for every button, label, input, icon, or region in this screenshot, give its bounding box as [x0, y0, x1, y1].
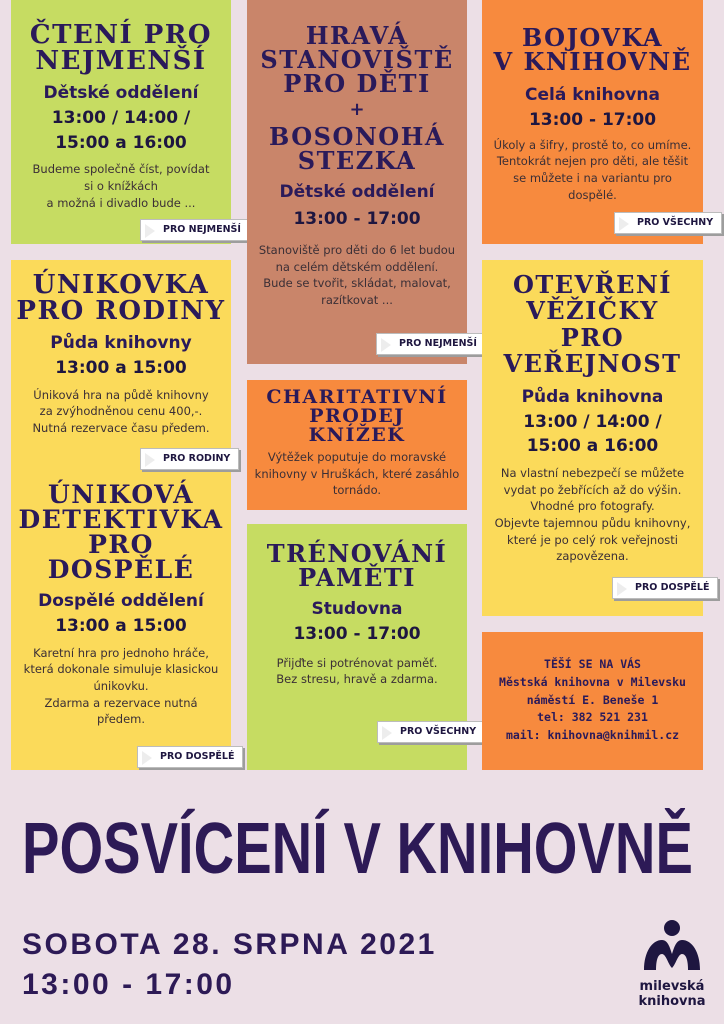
card-location: Dětské oddělení — [43, 83, 199, 103]
event-date: SOBOTA 28. SRPNA 2021 — [22, 928, 437, 961]
audience-tag — [137, 746, 243, 768]
card-time: 13:00 - 17:00 — [293, 209, 421, 230]
arrow-icon — [619, 217, 629, 231]
card-title: CHARITATIVNÍ PRODEJ KNÍŽEK — [266, 386, 448, 446]
audience-tag-label: PRO NEJMENŠÍ — [399, 338, 477, 349]
card-title: ČTENÍ PRO NEJMENŠÍ — [29, 20, 213, 76]
card-title-secondary: BOSONOHÁ STEZKA — [268, 122, 445, 176]
card-description: Na vlastní nebezpečí se můžete vydat po žebřících až do výšin. Vhodné pro fotografy. Objevte tajemnou půdu knihovny, které je po celý rok veřejnosti zapovězena. — [494, 465, 691, 564]
card-location: Studovna — [311, 599, 403, 619]
card-plus: + — [349, 99, 365, 120]
arrow-icon — [381, 338, 391, 352]
arrow-icon — [617, 582, 627, 596]
card-time: 13:00 a 15:00 — [55, 616, 187, 637]
card-title: BOJOVKA V KNIHOVNĚ — [493, 23, 692, 76]
event-hours: 13:00 - 17:00 — [22, 968, 235, 1001]
audience-tag — [376, 333, 486, 355]
card-hrava-stanoviste — [247, 0, 467, 364]
audience-tag — [614, 212, 722, 234]
audience-tag-label: PRO NEJMENŠÍ — [163, 224, 241, 235]
audience-tag — [377, 721, 485, 743]
contact-text: TĚŠÍ SE NA VÁS Městská knihovna v Milevsku náměstí E. Beneše 1 tel: 382 521 231 mail: knihovna@knihmil.cz — [499, 657, 686, 743]
library-logo — [630, 918, 714, 1010]
card-time: 13:00 / 14:00 / 15:00 a 16:00 — [523, 411, 662, 457]
card-time: 13:00 / 14:00 / 15:00 a 16:00 — [51, 108, 191, 153]
audience-tag-label: PRO DOSPĚLÉ — [160, 751, 235, 762]
card-otevreni-vezicky — [482, 260, 703, 616]
card-title: ÚNIKOVÁ DETEKTIVKA PRO DOSPĚLÉ — [18, 480, 224, 584]
arrow-icon — [145, 453, 155, 467]
logo-line-2: knihovna — [638, 993, 706, 1009]
audience-tag — [140, 219, 250, 241]
audience-tag-label: PRO VŠECHNY — [637, 217, 714, 228]
card-title: OTEVŘENÍ VĚŽIČKY PRO VEŘEJNOST — [503, 270, 682, 379]
card-title: HRAVÁ STANOVIŠTĚ PRO DĚTI — [260, 21, 454, 98]
card-bojovka — [482, 0, 703, 244]
arrow-icon — [142, 751, 152, 765]
card-cteni-pro-nejmensi — [11, 0, 231, 244]
card-location: Půda knihovny — [50, 333, 192, 353]
card-location: Dětské oddělení — [279, 182, 435, 203]
card-description: Stanoviště pro děti do 6 let budou na celém dětském oddělení. Bude se tvořit, skládat, malovat, razítkovat ... — [258, 243, 456, 308]
card-location: Půda knihovna — [521, 386, 664, 407]
card-description: Úniková hra na půdě knihovny za zvýhodněnou cenu 400,-. Nutná rezervace času předem. — [32, 387, 210, 436]
card-location: Dospělé oddělení — [38, 591, 204, 611]
arrow-icon — [145, 224, 155, 238]
card-kontakt — [482, 632, 703, 770]
card-title: ÚNIKOVKA PRO RODINY — [16, 270, 226, 326]
logo-line-1: milevská — [639, 979, 705, 994]
milevska-knihovna-logo-icon — [640, 918, 704, 976]
card-time: 13:00 a 15:00 — [55, 358, 187, 379]
card-unikova-detektivka — [11, 474, 231, 770]
card-charitativni-prodej — [247, 380, 467, 510]
card-location: Celá knihovna — [525, 85, 660, 105]
card-time: 13:00 - 17:00 — [528, 110, 657, 131]
audience-tag-label: PRO DOSPĚLÉ — [635, 582, 710, 593]
card-description: Přijďte si potrénovat paměť. Bez stresu, hravě a zdarma. — [276, 655, 438, 687]
audience-tag — [612, 577, 718, 599]
card-time: 13:00 - 17:00 — [293, 624, 421, 645]
audience-tag — [140, 448, 239, 470]
event-title: POSVÍCENÍ V KNIHOVNĚ — [22, 809, 693, 889]
card-title: TRÉNOVÁNÍ PAMĚTI — [266, 539, 448, 592]
card-description: Budeme společně číst, povídat si o knížkách a možná i divadlo bude ... — [32, 162, 210, 210]
arrow-icon — [382, 726, 392, 740]
card-description: Úkoly a šifry, prostě to, co umíme. Tentokrát nejen pro děti, ale těšit se můžete i na variantu pro dospělé. — [493, 137, 692, 202]
audience-tag-label: PRO RODINY — [163, 453, 231, 464]
audience-tag-label: PRO VŠECHNY — [400, 726, 477, 737]
card-unikovka-pro-rodiny — [11, 260, 231, 474]
card-description: Karetní hra pro jednoho hráče, která dokonale simuluje klasickou únikovku. Zdarma a rezervace nutná předem. — [23, 645, 219, 727]
card-description: Výtěžek poputuje do moravské knihovny v Hruškách, které zasáhlo tornádo. — [254, 450, 460, 498]
